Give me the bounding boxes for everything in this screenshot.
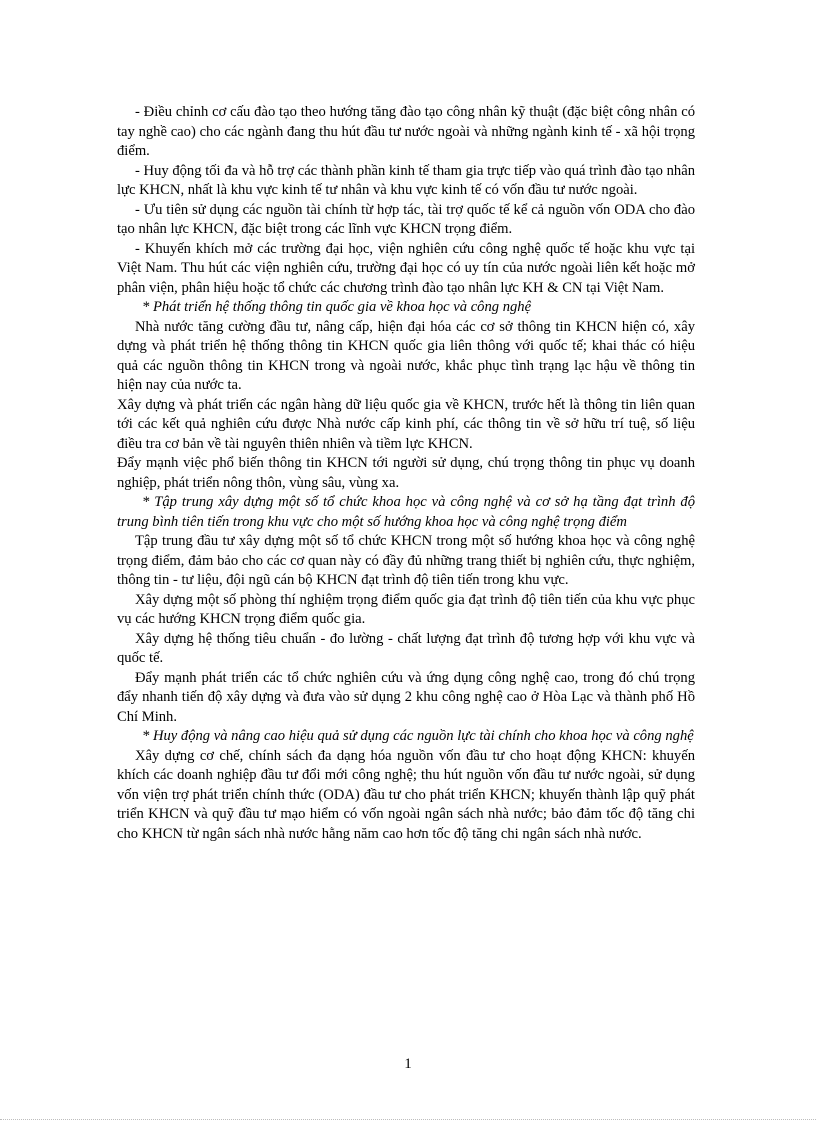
section-heading-financial-resources: * Huy động và nâng cao hiệu quả sử dụng các nguồn lực tài chính cho khoa học và công nghệ <box>142 728 694 744</box>
paragraph-high-tech-parks: Đẩy mạnh phát triển các tổ chức nghiên cứu và ứng dụng công nghệ cao, trong đó chú trọng đẩy nhanh tiến độ xây dựng và đưa vào sử dụng 2 khu công nghệ cao ở Hòa Lạc và thành phố Hồ Chí Minh. <box>117 669 695 725</box>
document-body <box>117 103 695 844</box>
paragraph-standards-system: Xây dựng hệ thống tiêu chuẩn - đo lường - chất lượng đạt trình độ tương hợp với khu vực và quốc tế. <box>117 630 695 666</box>
paragraph-focused-investment: Tập trung đầu tư xây dựng một số tổ chức KHCN trong một số hướng khoa học và công nghệ trọng điểm, đảm bảo cho các cơ quan này có đầy đủ những trang thiết bị nghiên cứu, thực nghiệm, thông tin - tư liệu, đội ngũ cán bộ KHCN đạt trình độ tiên tiến trong khu vực. <box>117 533 695 588</box>
section-heading-information-system: * Phát triển hệ thống thông tin quốc gia về khoa học và công nghệ <box>142 299 532 315</box>
paragraph-information-dissemination: Đẩy mạnh việc phổ biến thông tin KHCN tới người sử dụng, chú trọng thông tin phục vụ doanh nghiệp, phát triển nông thôn, vùng sâu, vùng xa. <box>117 455 695 491</box>
page-number: 1 <box>404 1056 412 1072</box>
paragraph-information-investment: Nhà nước tăng cường đầu tư, nâng cấp, hiện đại hóa các cơ sở thông tin KHCN hiện có, xây dựng và phát triển hệ thống thông tin KHCN quốc gia liên thông với quốc tế; khai thác có hiệu quả các nguồn thông tin KHCN trong và ngoài nước, khắc phục tình trạng lạc hậu về thông tin hiện nay của nước ta. <box>117 318 695 393</box>
paragraph-mobilize-sectors: - Huy động tối đa và hỗ trợ các thành phần kinh tế tham gia trực tiếp vào quá trình đào tạo nhân lực KHCN, nhất là khu vực kinh tế tư nhân và khu vực kinh tế có vốn đầu tư nước ngoài. <box>117 162 695 198</box>
paragraph-financing-mechanisms: Xây dựng cơ chế, chính sách đa dạng hóa nguồn vốn đầu tư cho hoạt động KHCN: khuyến khích các doanh nghiệp đầu tư đổi mới công nghệ; thu hút nguồn vốn đầu tư nước ngoài, sử dụng vốn viện trợ phát triển chính thức (ODA) đầu tư cho phát triển KHCN; khuyến thành lập quỹ phát triển KHCN và quỹ đầu tư mạo hiểm có vốn ngoài ngân sách nhà nước; bảo đảm tốc độ tăng chi cho KHCN từ ngân sách nhà nước hằng năm cao hơn tốc độ tăng chi ngân sách nhà nước. <box>117 747 695 842</box>
paragraph-international-universities: - Khuyến khích mở các trường đại học, viện nghiên cứu công nghệ quốc tế hoặc khu vực tại Việt Nam. Thu hút các viện nghiên cứu, trường đại học có uy tín của nước ngoài liên kết hoặc mở phân viện, phân hiệu hoặc tổ chức các chương trình đào tạo nhân lực KH & CN tại Việt Nam. <box>117 240 695 296</box>
paragraph-key-laboratories: Xây dựng một số phòng thí nghiệm trọng điểm quốc gia đạt trình độ tiên tiến của khu vực phục vụ các hướng KHCN trọng điểm quốc gia. <box>117 591 695 627</box>
page-bottom-edge <box>0 1119 816 1120</box>
paragraph-data-banks: Xây dựng và phát triển các ngân hàng dữ liệu quốc gia về KHCN, trước hết là thông tin liên quan tới các kết quả nghiên cứu được Nhà nước cấp kinh phí, các thông tin về sở hữu trí tuệ, số liệu điều tra cơ bản về tài nguyên thiên nhiên và tiềm lực KHCN. <box>117 396 695 452</box>
section-heading-organizations-infrastructure: * Tập trung xây dựng một số tổ chức khoa học và công nghệ và cơ sở hạ tầng đạt trình độ trung bình tiên tiến trong khu vực cho một số hướng khoa học và công nghệ trọng điểm <box>117 494 695 530</box>
paragraph-training-structure: - Điều chỉnh cơ cấu đào tạo theo hướng tăng đào tạo công nhân kỹ thuật (đặc biệt công nhân có tay nghề cao) cho các ngành đang thu hút đầu tư nước ngoài và những ngành kinh tế - xã hội trọng điểm. <box>117 104 695 159</box>
paragraph-oda-priority: - Ưu tiên sử dụng các nguồn tài chính từ hợp tác, tài trợ quốc tế kể cả nguồn vốn ODA cho đào tạo nhân lực KHCN, đặc biệt trong các lĩnh vực KHCN trọng điểm. <box>117 201 695 237</box>
